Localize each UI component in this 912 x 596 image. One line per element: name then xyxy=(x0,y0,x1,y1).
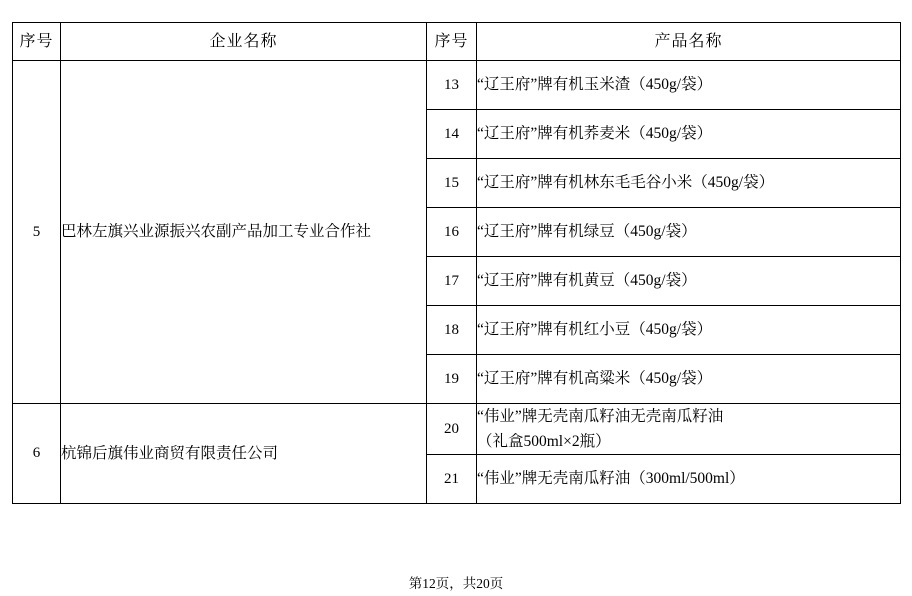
product-seq: 15 xyxy=(427,159,477,208)
enterprise-seq: 6 xyxy=(13,404,61,504)
footer-prefix: 第 xyxy=(408,576,423,591)
product-name: “辽王府”牌有机绿豆（450g/袋） xyxy=(477,208,901,257)
product-name: “辽王府”牌有机玉米渣（450g/袋） xyxy=(477,61,901,110)
header-enterprise-name: 企业名称 xyxy=(61,23,427,61)
table-row xyxy=(13,61,901,110)
product-name-line1: “伟业”牌无壳南瓜籽油无壳南瓜籽油 xyxy=(477,408,724,425)
product-seq: 17 xyxy=(427,257,477,306)
product-seq: 20 xyxy=(427,404,477,455)
enterprise-name: 杭锦后旗伟业商贸有限责任公司 xyxy=(61,404,427,504)
product-name-line2: （礼盒500ml×2瓶） xyxy=(477,433,611,450)
table-body xyxy=(13,61,901,504)
product-catalog-table xyxy=(12,22,901,504)
product-seq: 16 xyxy=(427,208,477,257)
product-name: “辽王府”牌有机红小豆（450g/袋） xyxy=(477,306,901,355)
product-seq: 21 xyxy=(427,455,477,504)
enterprise-name: 巴林左旗兴业源振兴农副产品加工专业合作社 xyxy=(61,61,427,404)
product-name: “辽王府”牌有机林东毛毛谷小米（450g/袋） xyxy=(477,159,901,208)
header-seq-enterprise: 序号 xyxy=(13,23,61,61)
product-name: “辽王府”牌有机荞麦米（450g/袋） xyxy=(477,110,901,159)
table-row xyxy=(13,404,901,455)
footer-suffix: 页 xyxy=(489,576,504,591)
product-seq: 19 xyxy=(427,355,477,404)
product-seq: 18 xyxy=(427,306,477,355)
product-seq: 14 xyxy=(427,110,477,159)
enterprise-seq: 5 xyxy=(13,61,61,404)
header-seq-product: 序号 xyxy=(427,23,477,61)
product-name: “伟业”牌无壳南瓜籽油（300ml/500ml） xyxy=(477,455,901,504)
header-product-name: 产品名称 xyxy=(477,23,901,61)
product-name: “辽王府”牌有机黄豆（450g/袋） xyxy=(477,257,901,306)
table-header-row xyxy=(13,23,901,61)
footer-middle: 页，共 xyxy=(435,576,477,591)
product-seq: 13 xyxy=(427,61,477,110)
footer-page-number: 12 xyxy=(422,576,436,591)
product-name: “辽王府”牌有机高粱米（450g/袋） xyxy=(477,355,901,404)
product-name xyxy=(477,404,901,455)
page-footer xyxy=(0,572,912,592)
footer-total-pages: 20 xyxy=(476,576,490,591)
table-header xyxy=(13,23,901,61)
